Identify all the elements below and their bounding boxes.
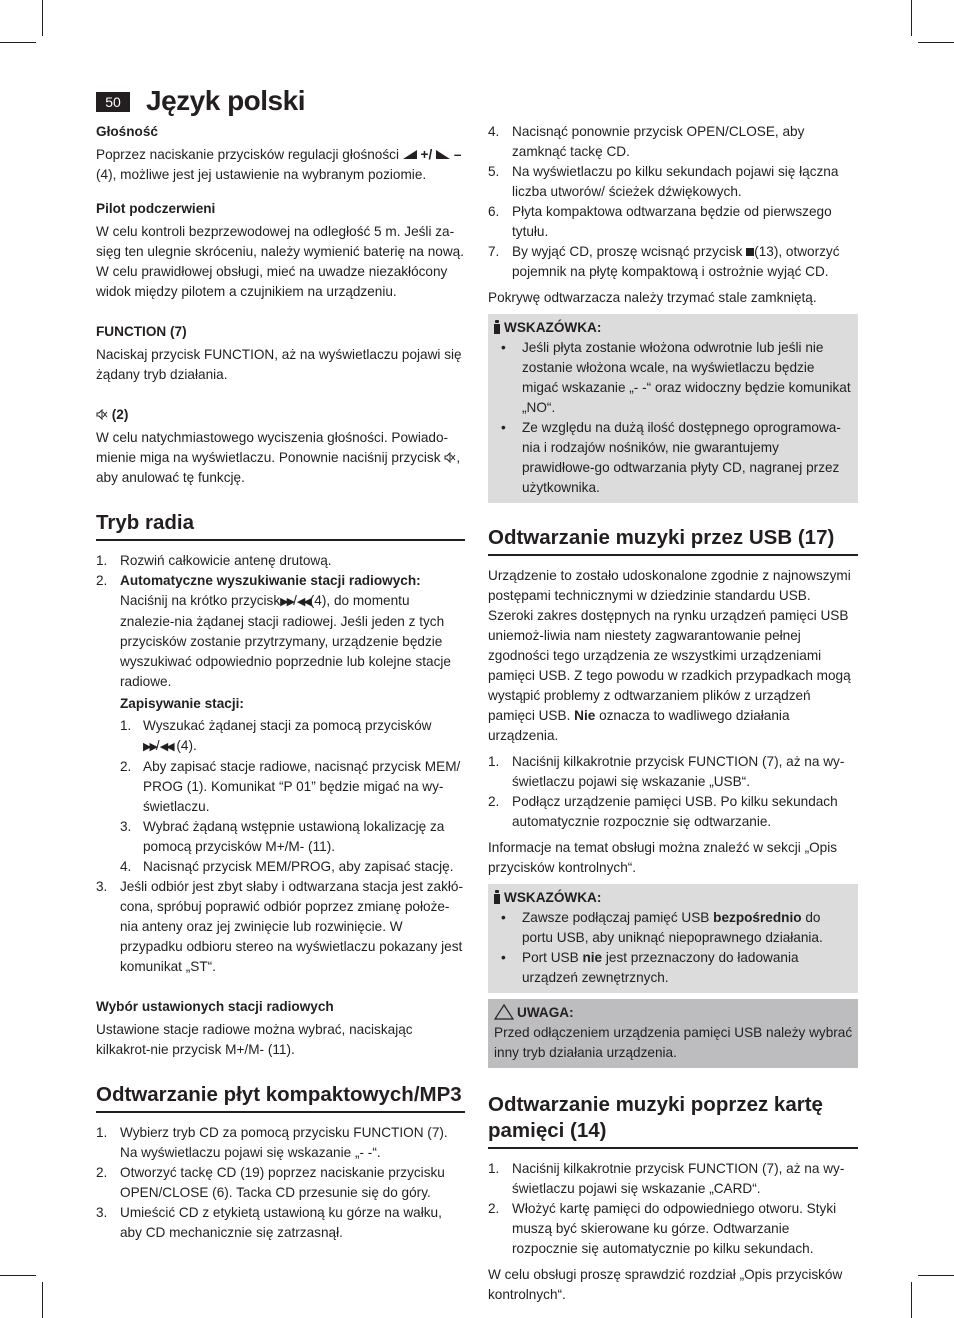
list-number: 3. [96, 879, 108, 894]
list-item: • Jeśli płyta zostanie włożona odwrotnie lub jeśli nie zostanie włożona wcale, na wyświetlaczu będzie migać wskazanie „- -“ oraz widoczny będzie komunikat „NO“. [493, 338, 853, 418]
radio-heading: Tryb radia [96, 510, 465, 541]
mute-icon [96, 409, 108, 420]
list-text: Wyszukać żądanej stacji za pomocą przycisków [143, 718, 432, 733]
list-text: Podłącz urządzenie pamięci USB. Po kilku sekundach automatycznie rozpocznie się odtwarzanie. [512, 794, 838, 829]
list-item [488, 792, 858, 832]
volume-down-icon [436, 150, 450, 159]
usb-intro-bold: Nie [574, 708, 596, 723]
list-number: 4. [488, 124, 500, 139]
list-item [488, 162, 858, 202]
list-text: Naciśnij kilkakrotnie przycisk FUNCTION (7), aż na wy-świetlaczu pojawi się wskazanie „USB“. [512, 754, 845, 789]
list-item [493, 948, 853, 988]
list-item [96, 551, 465, 571]
list-item [96, 571, 465, 877]
list-number: 1. [120, 718, 132, 733]
list-item [488, 202, 858, 242]
select-text: Ustawione stacje radiowe można wybrać, naciskając kilkakrot-nie przycisk M+/M- (11). [96, 1022, 413, 1057]
list-text: (13), otworzyć pojemnik na płytę kompaktową i ostrożnie wyjąć CD. [512, 244, 840, 279]
list-text: Aby zapisać stacje radiowe, nacisnąć przycisk MEM/ PROG (1). Komunikat “P 01” będzie migać na wy-świetlaczu. [143, 759, 461, 814]
function-title: FUNCTION (7) [96, 324, 187, 339]
list-text: Naciśnij na krótko przycisk [120, 593, 281, 608]
hint-list [493, 908, 853, 988]
hint-title: WSKAZÓWKA: [504, 320, 602, 335]
crop-mark [0, 1275, 36, 1276]
page-title: Język polski [146, 85, 305, 116]
crop-mark [42, 1282, 43, 1318]
list-item [120, 757, 465, 817]
list-item [488, 1159, 858, 1199]
list-number: 6. [488, 204, 500, 219]
separator: / [155, 738, 160, 753]
usb-intro-text: oznacza to wadliwego działania urządzenia. [488, 708, 790, 743]
remote-title: Pilot podczerwieni [96, 201, 216, 216]
volume-minus: – [453, 147, 462, 162]
cd-hint-box [488, 314, 858, 503]
list-item [96, 877, 465, 977]
mute-title [96, 405, 465, 425]
list-text: Port USB [522, 950, 579, 965]
mute-text-2: , aby anulować tę funkcję. [96, 450, 461, 485]
list-text-bold: nie [582, 950, 603, 965]
crop-mark [918, 1275, 954, 1276]
warning-icon [494, 1004, 514, 1020]
auto-search-title: Automatyczne wyszukiwanie stacji radiowych: [120, 573, 421, 588]
list-text: Umieścić CD z etykietą ustawioną ku górze na wałku, aby CD mechanicznie się zatrzasnął. [120, 1205, 442, 1240]
section-function [96, 322, 465, 385]
list-number: 2. [120, 759, 132, 774]
list-text: Otworzyć tackę CD (19) poprzez naciskanie przycisku OPEN/CLOSE (6). Tacka CD przesunie się do góry. [120, 1165, 445, 1200]
skip-back-icon: ◀◀ [159, 741, 173, 753]
hint-header [493, 888, 853, 908]
list-number: 7. [488, 244, 500, 259]
select-title: Wybór ustawionych stacji radiowych [96, 999, 334, 1014]
volume-text-2: (4), możliwe jest jej ustawienie na wybranym poziomie. [96, 167, 427, 182]
usb-info: Informacje na temat obsługi można znaleźć w sekcji „Opis przycisków kontrolnych“. [488, 840, 838, 875]
section-select-stations [96, 997, 465, 1060]
usb-list [488, 752, 858, 832]
crop-mark [42, 0, 43, 36]
list-item [488, 122, 858, 162]
list-number: 4. [120, 859, 132, 874]
left-column [96, 122, 465, 1243]
list-text-bold: bezpośrednio [713, 910, 802, 925]
list-item [488, 242, 858, 282]
list-number: 2. [488, 1201, 500, 1216]
hint-list [493, 338, 853, 498]
list-item [96, 1123, 465, 1163]
remote-text: W celu kontroli bezprzewodowej na odległość 5 m. Jeśli za-sięg ten ulegnie skróceniu, należy wymienić baterię na nową. W celu prawidłowej obsługi, mieć na uwadze niezakłócony widok między pilotem a czujnikiem na urządzeniu. [96, 224, 464, 299]
store-list [120, 716, 465, 877]
radio-list [96, 551, 465, 977]
usb-warning-box [488, 999, 858, 1068]
list-text: Płyta kompaktowa odtwarzana będzie od pierwszego tytułu. [512, 204, 832, 239]
warning-title: UWAGA: [517, 1005, 574, 1020]
crop-mark [911, 1282, 912, 1318]
separator: / [293, 593, 297, 608]
section-mute [96, 405, 465, 488]
list-text: By wyjąć CD, proszę wcisnąć przycisk [512, 244, 743, 259]
cd-heading: Odtwarzanie płyt kompaktowych/MP3 [96, 1082, 465, 1113]
volume-text-1: Poprzez naciskanie przycisków regulacji głośności [96, 147, 399, 162]
list-number: 1. [488, 754, 500, 769]
cd-list [96, 1123, 465, 1243]
usb-hint-box [488, 884, 858, 993]
list-item [120, 857, 465, 877]
section-remote [96, 199, 465, 302]
list-text: Zawsze podłączaj pamięć USB [522, 910, 710, 925]
list-item [120, 716, 465, 757]
list-text: do portu USB, aby uniknąć niepoprawnego działania. [522, 910, 823, 945]
volume-up-icon [403, 150, 417, 159]
info-icon [493, 320, 501, 334]
list-item: • Ze względu na dużą ilość dostępnego oprogramowa-nia i rodzajów nośników, nie gwarantujemy prawidłowe-go odtwarzania płyty CD, nagranej przez użytkownika. [493, 418, 853, 498]
skip-back-icon: ◀◀ [296, 596, 310, 608]
usb-intro-text: Urządzenie to zostało udoskonalone zgodnie z najnowszymi postępami technicznymi w dziedzinie standardu USB. Szeroki zakres dostępnych na rynku urządzeń pamięci USB uniemoż-liwia nam niestety zagwarantowanie pełnej zgodności tego urządzenia ze wszystkimi urządzeniami pamięci USB. Z tego powodu w rzadkich przypadkach mogą wystąpić problemy z odtwarzaniem plików z urządzeń pamięci USB. [488, 568, 851, 723]
volume-title: Głośność [96, 124, 158, 139]
list-number: 3. [96, 1205, 108, 1220]
list-number: 2. [96, 573, 108, 588]
list-text: jest przeznaczony do ładowania urządzeń zewnętrznych. [522, 950, 799, 985]
usb-intro [488, 566, 858, 746]
list-number: 2. [96, 1165, 108, 1180]
crop-mark [918, 42, 954, 43]
list-item [96, 1163, 465, 1203]
crop-mark [0, 42, 36, 43]
card-heading: Odtwarzanie muzyki poprzez kartę pamięci (14) [488, 1092, 858, 1149]
list-text: Włożyć kartę pamięci do odpowiedniego otworu. Styki muszą być skierowane ku górze. Odtwarzanie rozpocznie się automatycznie po kilku sekundach. [512, 1201, 837, 1256]
list-text: Rozwiń całkowicie antenę drutową. [120, 553, 332, 568]
stop-icon [746, 248, 754, 256]
card-list [488, 1159, 858, 1259]
list-text: Jeśli odbiór jest zbyt słaby i odtwarzana stacja jest zakłó-cona, spróbuj poprawić odbiór poprzez zmianę położe-nia anteny oraz jej zwinięcie lub rozwinięcie. W przypadku odbioru stereo na wyświetlaczu pokazany jest komunikat „ST“. [120, 879, 464, 974]
mute-icon [444, 452, 456, 463]
list-number: 5. [488, 164, 500, 179]
mute-title-text: (2) [111, 407, 129, 422]
list-number: 1. [488, 1161, 500, 1176]
list-text: (4). [176, 738, 197, 753]
section-volume [96, 122, 465, 185]
mute-text [96, 428, 465, 488]
warning-text: Przed odłączeniem urządzenia pamięci USB należy wybrać inny tryb działania urządzenia. [494, 1025, 853, 1060]
skip-forward-icon: ▶▶ [280, 596, 294, 608]
right-column [488, 122, 858, 1305]
skip-forward-icon: ▶▶ [143, 741, 156, 753]
list-text: Naciśnij kilkakrotnie przycisk FUNCTION (7), aż na wy-świetlaczu pojawi się wskazanie „CARD“. [512, 1161, 845, 1196]
function-text: Naciskaj przycisk FUNCTION, aż na wyświetlaczu pojawi się żądany tryb działania. [96, 347, 462, 382]
usb-heading: Odtwarzanie muzyki przez USB (17) [488, 525, 858, 556]
hint-title: WSKAZÓWKA: [504, 890, 602, 905]
list-number: 1. [96, 1125, 108, 1140]
crop-mark [911, 0, 912, 36]
list-text: Nacisnąć ponownie przycisk OPEN/CLOSE, aby zamknąć tackę CD. [512, 124, 805, 159]
list-item [120, 817, 465, 857]
list-text: Nacisnąć przycisk MEM/PROG, aby zapisać stację. [143, 859, 454, 874]
volume-text [96, 145, 465, 185]
volume-plus: +/ [420, 147, 433, 162]
cd-note: Pokrywę odtwarzacza należy trzymać stale zamkniętą. [488, 290, 817, 305]
list-item [96, 1203, 465, 1243]
card-outro: W celu obsługi proszę sprawdzić rozdział „Opis przycisków kontrolnych“. [488, 1267, 843, 1302]
list-item [488, 1199, 858, 1259]
list-number: 1. [96, 553, 108, 568]
warning-header [494, 1003, 853, 1023]
cd-list-continued [488, 122, 858, 282]
list-text: Wybierz tryb CD za pomocą przycisku FUNCTION (7). Na wyświetlaczu pojawi się wskazanie „- -“. [120, 1125, 448, 1160]
list-number: 2. [488, 794, 500, 809]
list-text: Wybrać żądaną wstępnie ustawioną lokalizację za pomocą przycisków M+/M- (11). [143, 819, 445, 854]
info-icon [493, 890, 501, 904]
mute-text-1: W celu natychmiastowego wyciszenia głośności. Powiado-mienie miga na wyświetlaczu. Ponownie naciśnij przycisk [96, 430, 449, 465]
store-title: Zapisywanie stacji: [120, 696, 244, 711]
list-number: 3. [120, 819, 132, 834]
list-text: (4), do momentu znalezie-nia żądanej stacji radiowej. Jeśli jeden z tych przycisków zostanie przytrzymany, urządzenie będzie wyszukiwać odpowiednio poprzednie lub kolejne stacje radiowe. [120, 593, 451, 689]
page-number: 50 [96, 92, 130, 112]
list-text: Na wyświetlaczu po kilku sekundach pojawi się łączna liczba utworów/ ścieżek dźwiękowych. [512, 164, 839, 199]
list-item [493, 908, 853, 948]
hint-header [493, 318, 853, 338]
list-item [488, 752, 858, 792]
